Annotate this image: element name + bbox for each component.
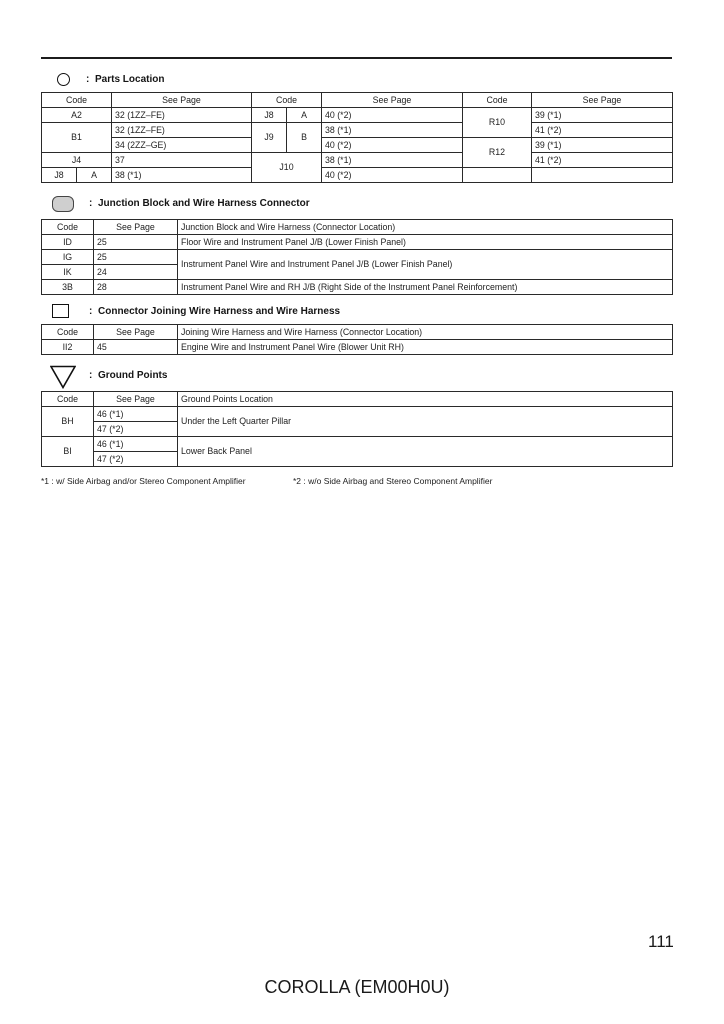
cell-code: IK	[42, 265, 94, 280]
table-row	[42, 235, 673, 250]
table-header-row	[42, 392, 673, 407]
table-row	[42, 250, 673, 265]
connector-joining-square-icon	[52, 304, 69, 318]
cell-code: 3B	[42, 280, 94, 295]
cell-see-page: 32 (1ZZ–FE)	[112, 108, 252, 123]
cell-see-page: 38 (*1)	[322, 123, 463, 138]
legend-separator: :	[89, 198, 93, 209]
table-row	[42, 123, 673, 138]
section-title-parts-location: Parts Location	[95, 74, 165, 85]
cell-see-page: 39 (*1)	[532, 138, 673, 153]
column-header-see-page: See Page	[322, 93, 463, 108]
cell-code: J4	[42, 153, 112, 168]
cell-location: Instrument Panel Wire and RH J/B (Right Side of the Instrument Panel Reinforcement)	[178, 280, 673, 295]
junction-block-table	[41, 219, 673, 295]
footnote-2: *2 : w/o Side Airbag and Stereo Component Amplifier	[293, 476, 493, 486]
cell-see-page: 47 (*2)	[94, 452, 178, 467]
cell-code: J9	[252, 123, 287, 153]
ground-points-table	[41, 391, 673, 467]
cell-see-page: 41 (*2)	[532, 153, 673, 168]
column-header-code: Code	[463, 93, 532, 108]
cell-see-page: 39 (*1)	[532, 108, 673, 123]
footnote-1: *1 : w/ Side Airbag and/or Stereo Component Amplifier	[41, 476, 246, 486]
footer-title: COROLLA (EM00H0U)	[264, 977, 450, 997]
cell-code: IG	[42, 250, 94, 265]
section-title-connector-joining: Connector Joining Wire Harness and Wire Harness	[98, 306, 341, 317]
legend-separator: :	[89, 370, 93, 381]
column-header-location: Junction Block and Wire Harness (Connector Location)	[178, 220, 673, 235]
table-row	[42, 280, 673, 295]
column-header-code: Code	[42, 325, 94, 340]
cell-see-page: 38 (*1)	[322, 153, 463, 168]
table-row	[42, 407, 673, 422]
section-title-ground-points: Ground Points	[98, 370, 168, 381]
ground-point-triangle-icon	[50, 365, 76, 389]
column-header-code: Code	[252, 93, 322, 108]
top-rule	[41, 57, 672, 59]
cell-code: ID	[42, 235, 94, 250]
cell-code: R10	[463, 108, 532, 138]
column-header-see-page: See Page	[532, 93, 673, 108]
cell-see-page: 47 (*2)	[94, 422, 178, 437]
cell-see-page: 25	[94, 235, 178, 250]
table-header-row	[42, 325, 673, 340]
legend-separator: :	[86, 74, 90, 85]
cell-code: II2	[42, 340, 94, 355]
cell-location: Under the Left Quarter Pillar	[178, 407, 673, 437]
cell-see-page: 25	[94, 250, 178, 265]
column-header-see-page: See Page	[112, 93, 252, 108]
junction-block-rounded-rect-icon	[52, 196, 74, 212]
column-header-code: Code	[42, 392, 94, 407]
cell-location: Floor Wire and Instrument Panel J/B (Lower Finish Panel)	[178, 235, 673, 250]
cell-see-page: 45	[94, 340, 178, 355]
column-header-see-page: See Page	[94, 325, 178, 340]
table-header-row	[42, 93, 673, 108]
cell-see-page: 34 (2ZZ–GE)	[112, 138, 252, 153]
column-header-see-page: See Page	[94, 392, 178, 407]
cell-see-page: 28	[94, 280, 178, 295]
cell-see-page: 38 (*1)	[112, 168, 252, 183]
cell-code-sub: A	[287, 108, 322, 123]
column-header-location: Ground Points Location	[178, 392, 673, 407]
cell-location: Lower Back Panel	[178, 437, 673, 467]
table-row	[42, 340, 673, 355]
table-row	[42, 108, 673, 123]
cell-see-page: 40 (*2)	[322, 168, 463, 183]
table-row	[42, 168, 673, 183]
table-header-row	[42, 220, 673, 235]
cell-code-sub: A	[77, 168, 112, 183]
parts-location-circle-icon	[57, 73, 70, 86]
parts-location-table	[41, 92, 673, 183]
cell-code: J8	[252, 108, 287, 123]
cell-see-page: 32 (1ZZ–FE)	[112, 123, 252, 138]
cell-see-page: 40 (*2)	[322, 138, 463, 153]
cell-see-page: 41 (*2)	[532, 123, 673, 138]
cell-see-page: 37	[112, 153, 252, 168]
cell-empty	[463, 168, 532, 183]
cell-code: J8	[42, 168, 77, 183]
cell-code: R12	[463, 138, 532, 168]
cell-code: BH	[42, 407, 94, 437]
cell-empty	[532, 168, 673, 183]
cell-see-page: 24	[94, 265, 178, 280]
cell-code: B1	[42, 123, 112, 153]
cell-code-sub: B	[287, 123, 322, 153]
table-row	[42, 437, 673, 452]
cell-code: A2	[42, 108, 112, 123]
cell-code: BI	[42, 437, 94, 467]
column-header-code: Code	[42, 220, 94, 235]
column-header-see-page: See Page	[94, 220, 178, 235]
table-row	[42, 138, 673, 153]
cell-see-page: 40 (*2)	[322, 108, 463, 123]
table-row	[42, 153, 673, 168]
legend-separator: :	[89, 306, 93, 317]
connector-joining-table	[41, 324, 673, 355]
cell-see-page: 46 (*1)	[94, 407, 178, 422]
cell-location: Engine Wire and Instrument Panel Wire (Blower Unit RH)	[178, 340, 673, 355]
page-number: 111	[648, 932, 674, 951]
column-header-location: Joining Wire Harness and Wire Harness (Connector Location)	[178, 325, 673, 340]
section-title-junction-block: Junction Block and Wire Harness Connector	[98, 198, 310, 209]
cell-see-page: 46 (*1)	[94, 437, 178, 452]
cell-code: J10	[252, 153, 322, 183]
cell-location: Instrument Panel Wire and Instrument Panel J/B (Lower Finish Panel)	[178, 250, 673, 280]
column-header-code: Code	[42, 93, 112, 108]
